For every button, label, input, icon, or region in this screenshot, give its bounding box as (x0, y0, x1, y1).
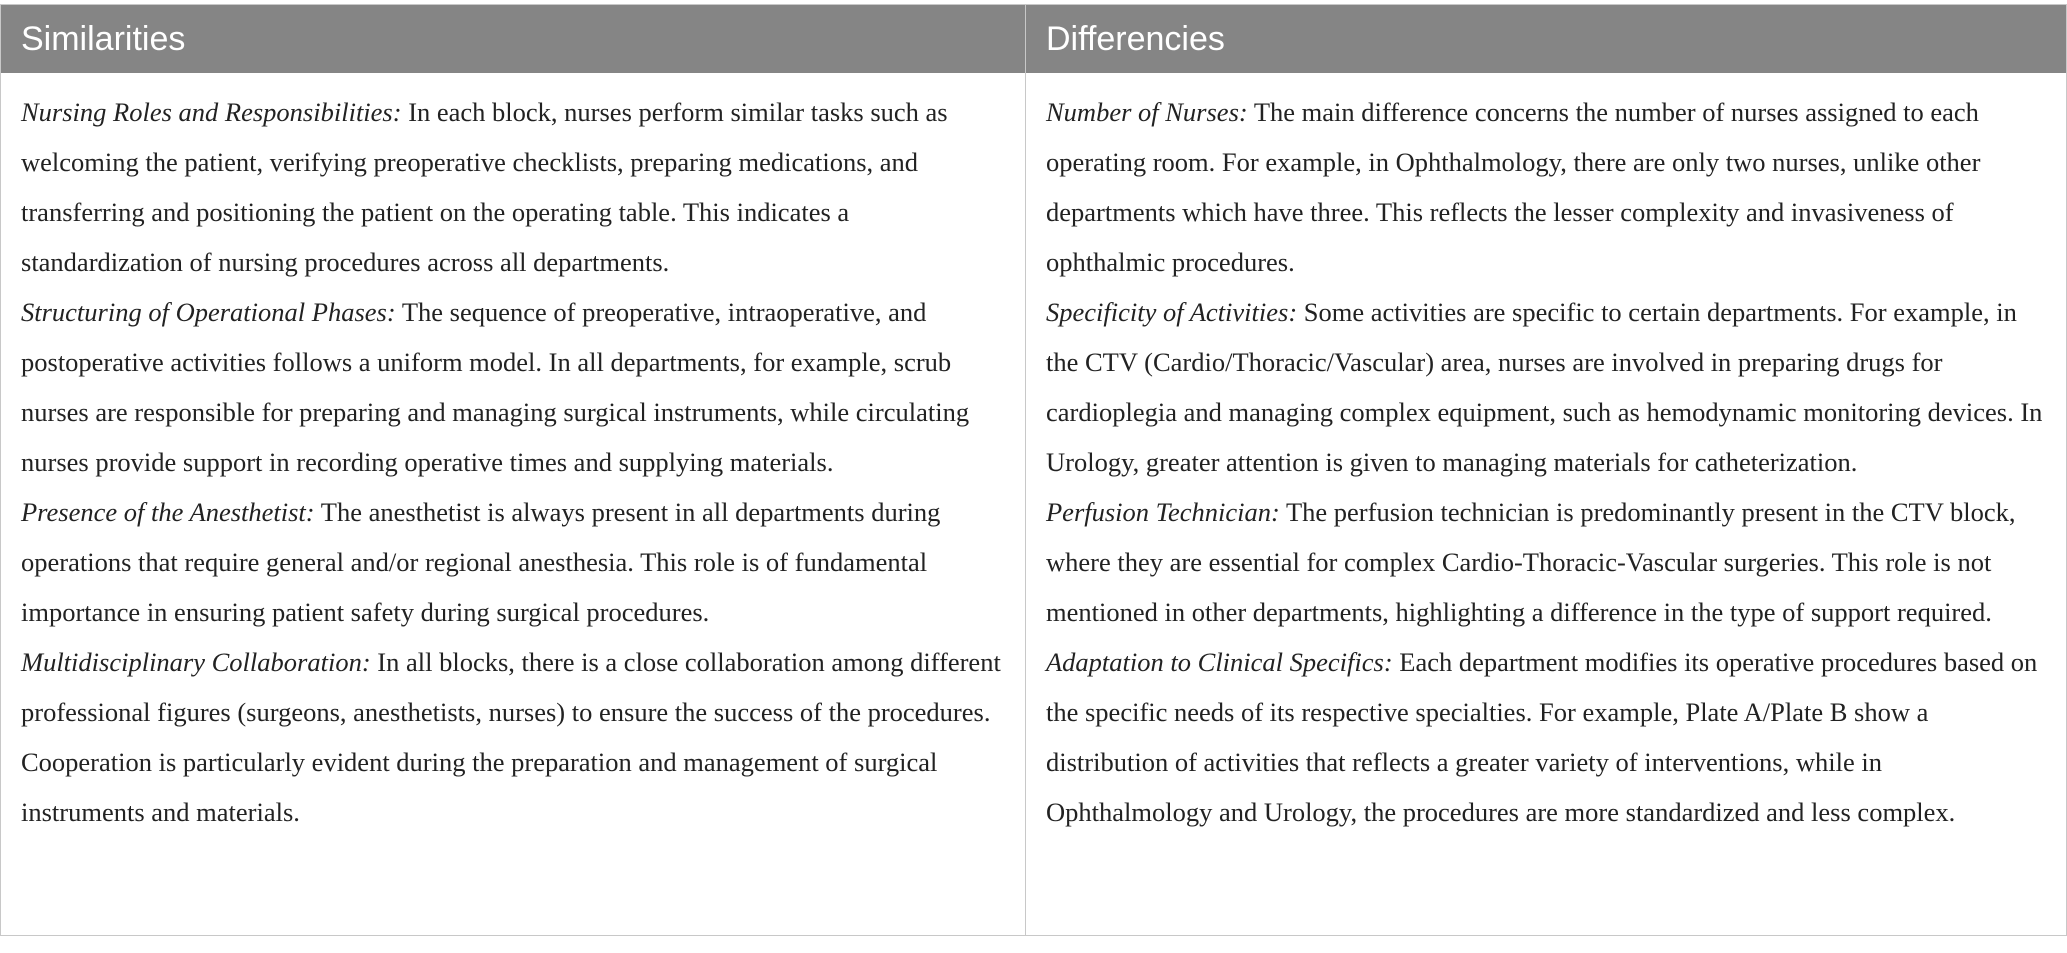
similarity-title: Nursing Roles and Responsibilities: (21, 97, 402, 127)
header-differences: Differencies (1046, 20, 1225, 58)
table-header-row (1, 5, 2066, 73)
similarity-title: Multidisciplinary Collaboration: (21, 647, 371, 677)
difference-title: Perfusion Technician: (1046, 497, 1280, 527)
difference-text: Each department modifies its operative procedures based on the specific needs of its respective specialties. For example, Plate A/Plate B show a distribution of activities that reflects a greater variety of interventions, while in Ophthalmology and Urology, the procedures are more standardized and less complex. (1046, 647, 2038, 827)
difference-text: The perfusion technician is predominantly present in the CTV block, where they are essential for complex Cardio-Thoracic-Vascular surgeries. This role is not mentioned in other departments, highlighting a difference in the type of support required. (1046, 497, 2016, 627)
difference-clinical-specifics (1046, 637, 2048, 837)
similarity-text: In each block, nurses perform similar tasks such as welcoming the patient, verifying preoperative checklists, preparing medications, and transferring and positioning the patient on the operating table. This indicates a standardization of nursing procedures across all departments. (21, 97, 948, 277)
comparison-table (0, 4, 2067, 936)
difference-perfusion-technician (1046, 487, 2048, 637)
header-similarities: Similarities (1, 5, 1026, 73)
similarity-collaboration (21, 637, 1007, 837)
difference-number-of-nurses (1046, 87, 2048, 287)
similarity-operational-phases (21, 287, 1007, 487)
difference-title: Adaptation to Clinical Specifics: (1046, 647, 1393, 677)
difference-title: Specificity of Activities: (1046, 297, 1298, 327)
difference-text: Some activities are specific to certain departments. For example, in the CTV (Cardio/Thoracic/Vascular) area, nurses are involved in preparing drugs for cardioplegia and managing complex equipment, such as hemodynamic monitoring devices. In Urology, greater attention is given to managing materials for catheterization. (1046, 297, 2043, 477)
similarity-title: Presence of the Anesthetist: (21, 497, 315, 527)
similarity-text: The sequence of preoperative, intraoperative, and postoperative activities follows a uniform model. In all departments, for example, scrub nurses are responsible for preparing and managing surgical instruments, while circulating nurses provide support in recording operative times and supplying materials. (21, 297, 970, 477)
similarities-cell (1, 73, 1026, 935)
difference-title: Number of Nurses: (1046, 97, 1248, 127)
differences-cell (1026, 73, 2066, 935)
difference-specificity (1046, 287, 2048, 487)
difference-text: The main difference concerns the number of nurses assigned to each operating room. For example, in Ophthalmology, there are only two nurses, unlike other departments which have three. This reflects the lesser complexity and invasiveness of ophthalmic procedures. (1046, 97, 1981, 277)
similarity-text: The anesthetist is always present in all departments during operations that require general and/or regional anesthesia. This role is of fundamental importance in ensuring patient safety during surgical procedures. (21, 497, 941, 627)
similarity-title: Structuring of Operational Phases: (21, 297, 396, 327)
table-body-row (1, 73, 2066, 935)
similarity-anesthetist (21, 487, 1007, 637)
similarity-text: In all blocks, there is a close collaboration among different professional figures (surgeons, anesthetists, nurses) to ensure the success of the procedures. Cooperation is particularly evident during the preparation and management of surgical instruments and materials. (21, 647, 1001, 827)
similarity-nursing-roles (21, 87, 1007, 287)
